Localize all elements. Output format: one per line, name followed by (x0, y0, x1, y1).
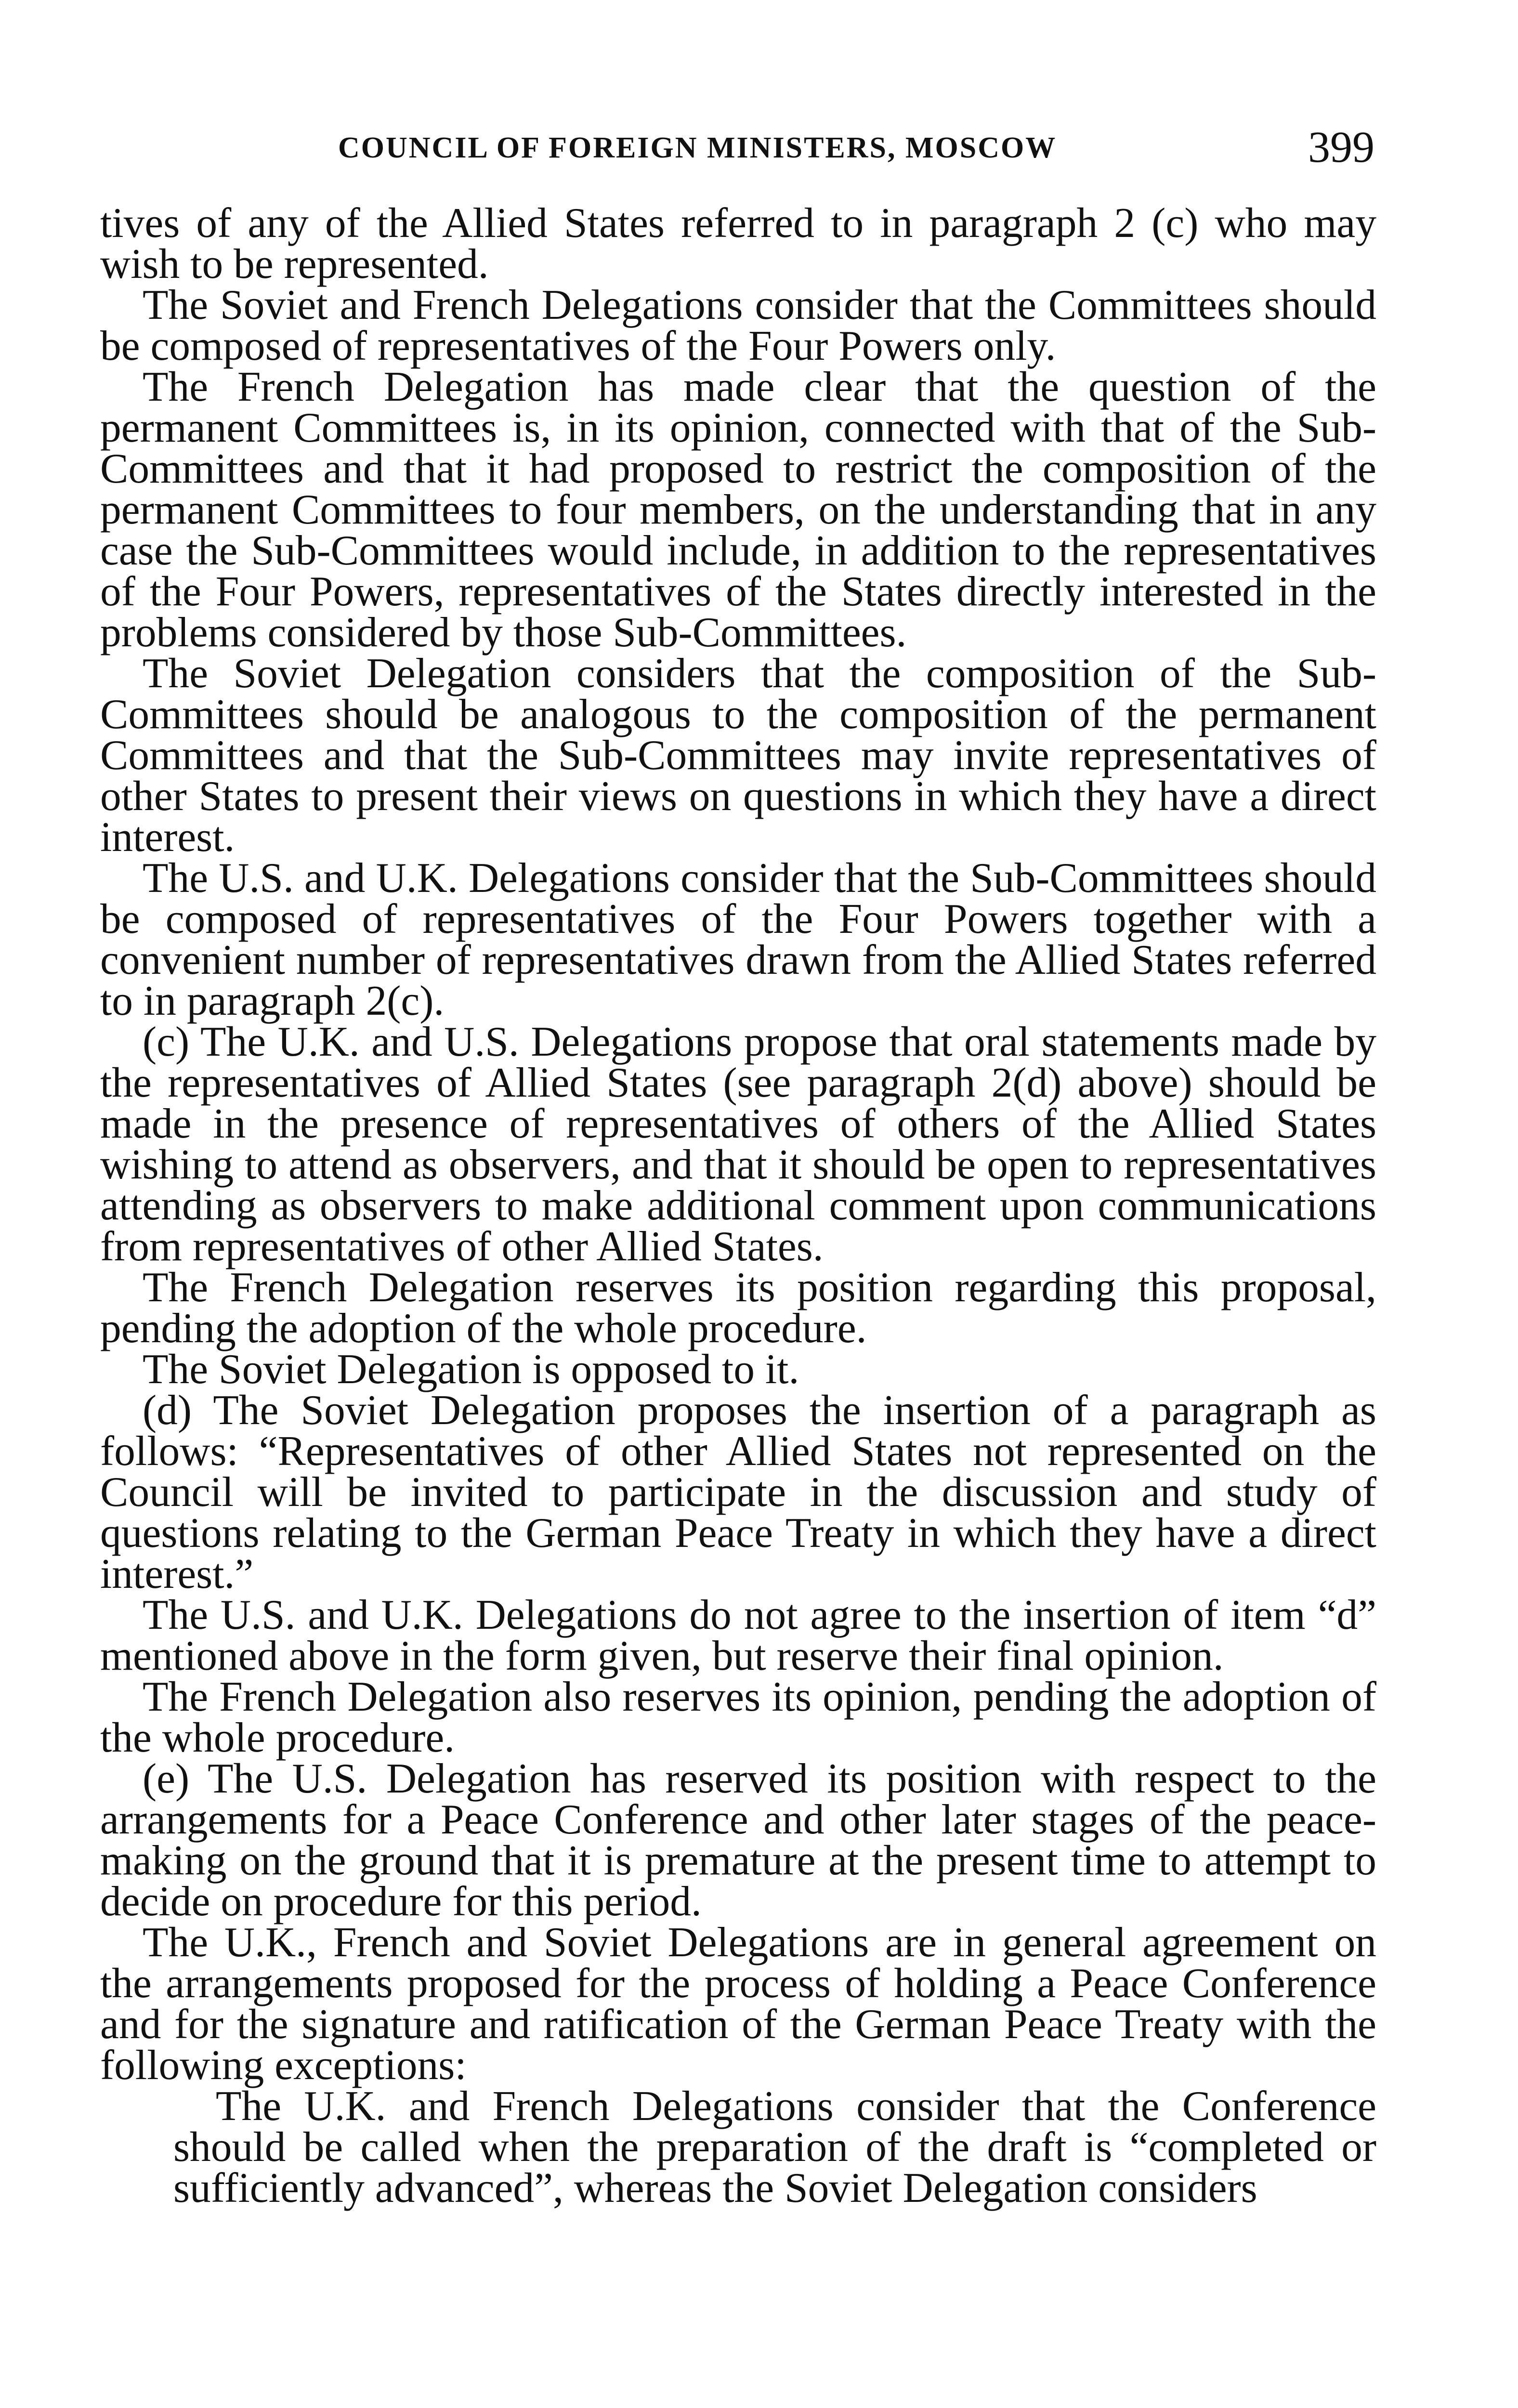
paragraph-11: The French Delegation also reserves its opinion, pending the adoption of the whole procedure. (100, 1673, 1376, 1761)
paragraph-8: The Soviet Delegation is opposed to it. (143, 1346, 799, 1392)
paragraph-9: (d) The Soviet Delegation proposes the insertion of a paragraph as follows: “Representatives of other Allied States not represented on the Council will be invited to participate in the discussion and study of questions relating to the German Peace Treaty in which they have a direct interest.” (100, 1387, 1376, 1597)
page-number: 399 (1308, 122, 1374, 171)
body-text (100, 199, 1376, 2211)
paragraph-10: The U.S. and U.K. Delegations do not agree to the insertion of item “d” mentioned above in the form given, but reserve their final opinion. (100, 1591, 1376, 1679)
paragraph-13: The U.K., French and Soviet Delegations are in general agreement on the arrangements proposed for the process of holding a Peace Conference and for the signature and ratification of the German Peace Treaty with the following exceptions: (100, 1919, 1376, 2088)
paragraph-4: The Soviet Delegation considers that the composition of the Sub-Committees should be analogous to the composition of the permanent Committees and that the Sub-Committees may invite representatives of other States to present their views on questions in which they have a direct interest. (100, 650, 1376, 860)
paragraph-2: The Soviet and French Delegations consider that the Committees should be composed of representatives of the Four Powers only. (100, 281, 1376, 369)
paragraph-14: The U.K. and French Delegations consider that the Conference should be called when the preparation of the draft is “completed or sufficiently advanced”, whereas the Soviet Delegation considers (173, 2082, 1376, 2211)
paragraph-1: tives of any of the Allied States referred to in paragraph 2 (c) who may wish to be represented. (100, 199, 1376, 287)
paragraph-6: (c) The U.K. and U.S. Delegations propose that oral statements made by the representatives of Allied States (see paragraph 2(d) above) should be made in the presence of representatives of others of the Allied States wishing to attend as observers, and that it should be open to representatives attending as observers to make additional comment upon communications from representatives of other Allied States. (100, 1018, 1376, 1269)
running-title: COUNCIL OF FOREIGN MINISTERS, MOSCOW (338, 131, 1057, 164)
paragraph-3: The French Delegation has made clear that the question of the permanent Committees is, in its opinion, connected with that of the Sub-Committees and that it had proposed to restrict the composition of the permanent Committees to four members, on the understanding that in any case the Sub-Committees would include, in addition to the representatives of the Four Powers, representatives of the States directly interested in the problems considered by those Sub-Committees. (100, 363, 1376, 655)
paragraph-7: The French Delegation reserves its position regarding this proposal, pending the adoption of the whole procedure. (100, 1264, 1376, 1351)
paragraph-12: (e) The U.S. Delegation has reserved its position with respect to the arrangements for a Peace Conference and other later stages of the peace-making on the ground that it is premature at the present time to attempt to decide on procedure for this period. (100, 1755, 1376, 1924)
running-head (102, 112, 1379, 179)
paragraph-5: The U.S. and U.K. Delegations consider that the Sub-Committees should be composed of representatives of the Four Powers together with a convenient number of representatives drawn from the Allied States referred to in paragraph 2(c). (100, 854, 1376, 1024)
